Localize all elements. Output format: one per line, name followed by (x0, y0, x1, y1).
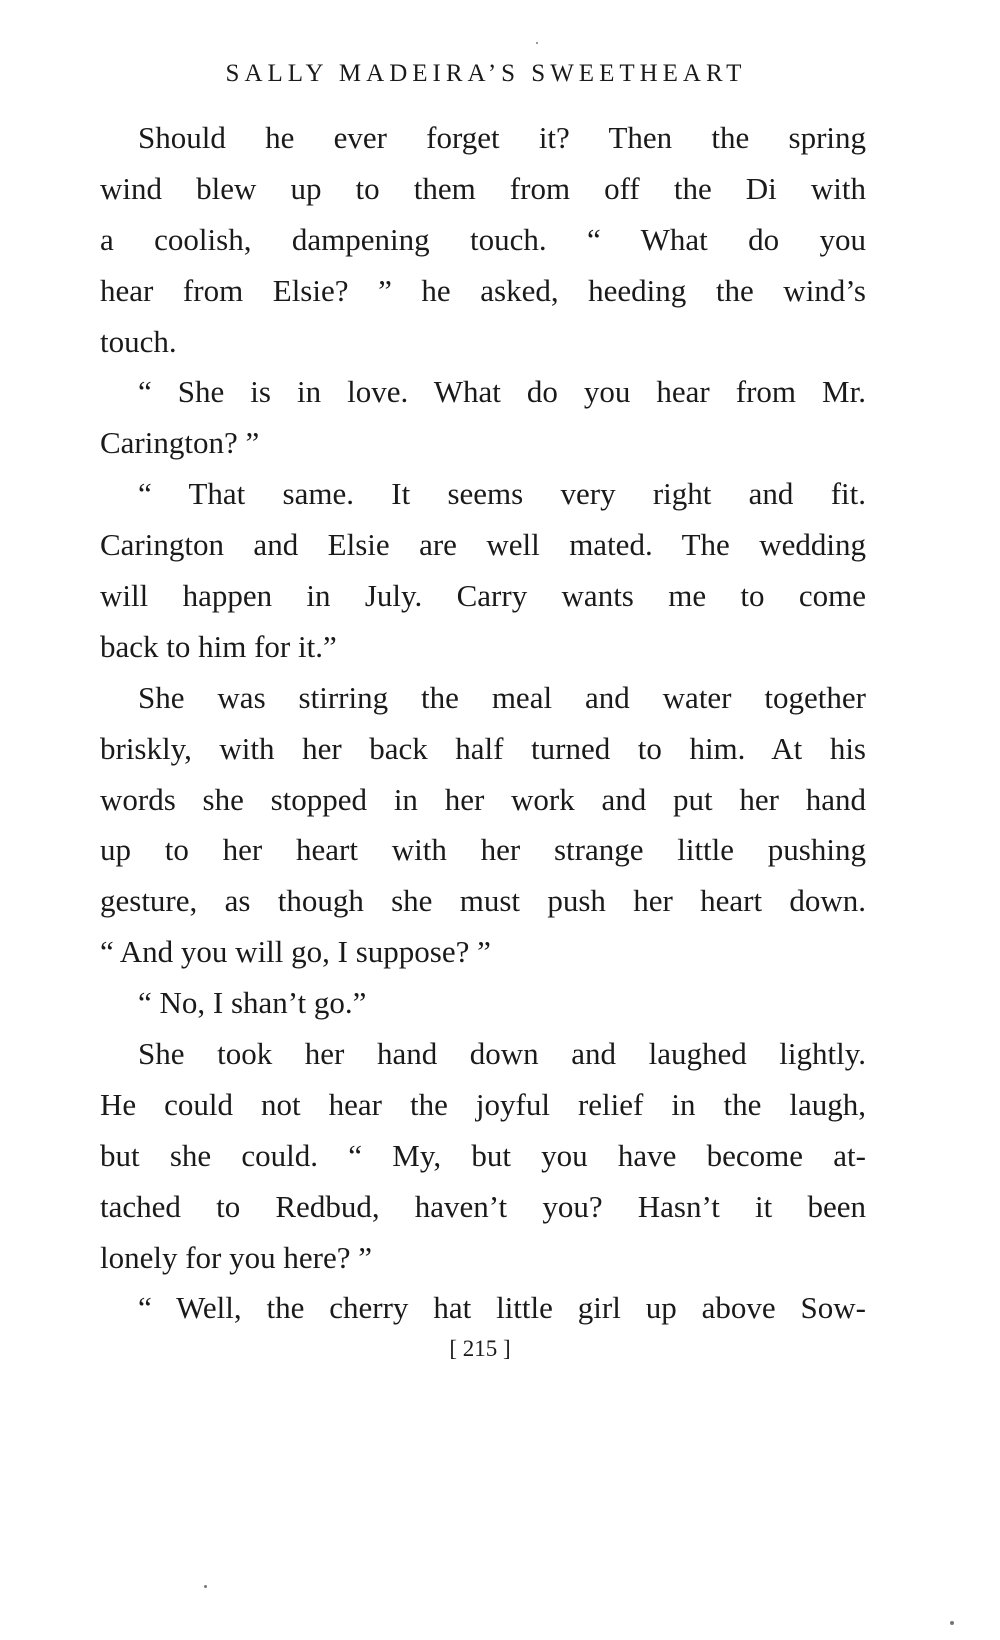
text-line: wind blew up to them from off the Di with (100, 170, 866, 206)
text-line: up to her heart with her strange little pushing (100, 832, 866, 868)
text-line: “ And you will go, I suppose? ” (100, 934, 491, 970)
text-line: tached to Redbud, haven’t you? Hasn’t it been (100, 1188, 866, 1224)
text-line: She took her hand down and laughed lightly. (138, 1036, 866, 1072)
text-line: Should he ever forget it? Then the spring (138, 120, 866, 155)
text-line: “ Well, the cherry hat little girl up above Sow- (138, 1290, 866, 1326)
text-line: lonely for you here? ” (100, 1239, 372, 1275)
text-line: words she stopped in her work and put her hand (100, 781, 866, 817)
text-line: briskly, with her back half turned to him. At his (100, 730, 866, 766)
scan-speck (204, 1585, 207, 1588)
text-line: but she could. “ My, but you have become at- (100, 1137, 866, 1173)
text-line: gesture, as though she must push her heart down. (100, 883, 866, 919)
text-line: Carington? ” (100, 425, 260, 461)
text-line: back to him for it.” (100, 628, 337, 664)
running-header: SALLY MADEIRA’S SWEETHEART (225, 60, 747, 87)
page-number: [ 215 ] (449, 1336, 511, 1361)
text-line: a coolish, dampening touch. “ What do you (100, 221, 866, 257)
body-text (100, 113, 866, 1334)
scan-speck (950, 1621, 954, 1625)
scan-speck (536, 42, 538, 44)
text-line: “ No, I shan’t go.” (138, 985, 367, 1021)
text-line: touch. (100, 323, 177, 359)
text-line: She was stirring the meal and water together (138, 679, 866, 715)
text-line: He could not hear the joyful relief in the laugh, (100, 1086, 866, 1122)
text-line: will happen in July. Carry wants me to come (100, 578, 866, 614)
text-line: hear from Elsie? ” he asked, heeding the wind’s (100, 272, 866, 308)
text-line: “ That same. It seems very right and fit. (138, 476, 866, 512)
text-line: Carington and Elsie are well mated. The wedding (100, 527, 866, 563)
text-line: “ She is in love. What do you hear from Mr. (138, 374, 866, 410)
